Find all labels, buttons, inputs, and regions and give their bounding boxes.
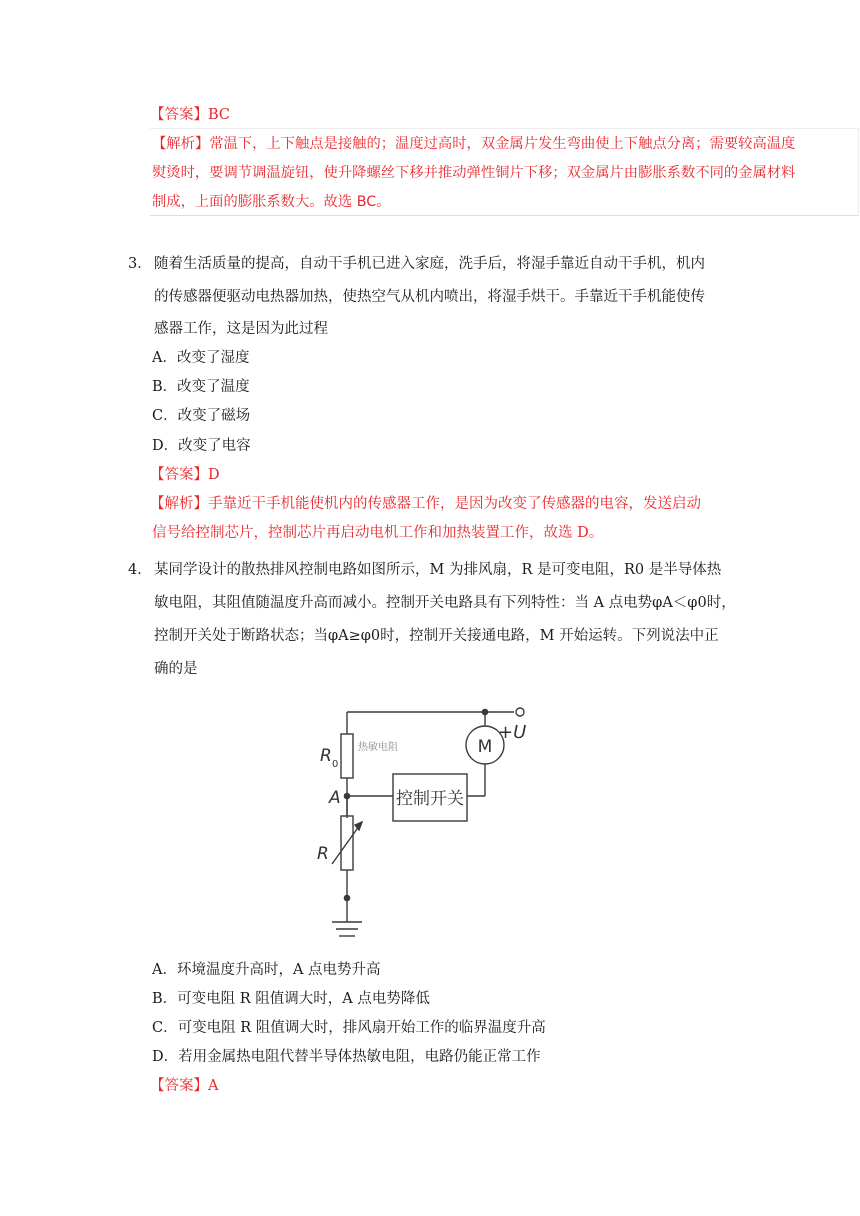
q2-analysis-label: 【解析】	[152, 136, 210, 152]
q3-option-a: A．改变了湿度	[152, 350, 250, 366]
q3-analysis-line-1	[150, 494, 701, 514]
q4-option-d: D．若用金属热电阻代替半导体热敏电阻，电路仍能正常工作	[152, 1049, 541, 1065]
q2-answer-label: 【答案】	[150, 107, 208, 123]
q3-analysis-line-2: 信号给控制芯片，控制芯片再启动电机工作和加热装置工作，故选 D。	[152, 525, 604, 541]
q2-answer-value: BC	[208, 107, 231, 123]
q4-option-c: C．可变电阻 R 阻值调大时，排风扇开始工作的临界温度升高	[152, 1020, 546, 1036]
q3-answer	[150, 465, 220, 485]
q4-answer	[150, 1076, 218, 1096]
q4-answer-value: A	[208, 1078, 219, 1094]
lower-junction	[344, 895, 349, 900]
q3-answer-value: D	[208, 467, 220, 483]
motor-label: M	[477, 737, 493, 757]
thermistor-note: 热敏电阻	[358, 742, 398, 753]
node-a-label: A	[329, 788, 341, 808]
q2-analysis-line-2: 熨烫时，要调节调温旋钮，使升降螺丝下移并推动弹性铜片下移；双金属片由膨胀系数不同的金属材料	[152, 165, 796, 181]
q4-stem-line-4: 确的是	[154, 661, 198, 677]
q4-stem-line-2: 敏电阻，其阻值随温度升高而减小。控制开关电路具有下列特性：当 A 点电势φA＜φ0时，	[154, 595, 736, 611]
q3-option-d: D．改变了电容	[152, 438, 251, 454]
q4-answer-label: 【答案】	[150, 1078, 208, 1094]
circuit-diagram	[310, 698, 550, 948]
thermistor-subscript: 0	[332, 759, 339, 770]
q3-analysis-text-1: 手靠近干手机能使机内的传感器工作，是因为改变了传感器的电容，发送启动	[208, 496, 701, 512]
q3-stem-line-1: 随着生活质量的提高，自动干手机已进入家庭，洗手后，将湿手靠近自动干手机，机内	[154, 256, 705, 272]
q3-stem-line-3: 感器工作，这是因为此过程	[154, 321, 328, 337]
q4-option-a: A．环境温度升高时，A 点电势升高	[152, 962, 381, 978]
q4-stem-line-1: 某同学设计的散热排风控制电路如图所示，M 为排风扇，R 是可变电阻，R0 是半导体热	[154, 562, 722, 578]
supply-terminal	[516, 708, 524, 716]
thermistor-r0	[341, 734, 353, 778]
q4-option-b: B．可变电阻 R 阻值调大时，A 点电势降低	[152, 991, 430, 1007]
thermistor-label: R	[320, 746, 332, 766]
q3-answer-label: 【答案】	[150, 467, 208, 483]
q2-analysis-line-3: 制成，上面的膨胀系数大。故选 BC。	[152, 194, 391, 210]
q3-option-c: C．改变了磁场	[152, 408, 251, 424]
control-switch-label: 控制开关	[396, 789, 464, 809]
supply-label: +U	[498, 722, 527, 743]
q3-option-b: B．改变了温度	[152, 379, 250, 395]
q3-analysis-label: 【解析】	[150, 496, 208, 512]
q4-stem-line-3: 控制开关处于断路状态；当φA≥φ0时，控制开关接通电路，M 开始运转。下列说法中正	[154, 628, 719, 644]
q2-analysis-line-1	[152, 134, 795, 154]
q2-answer	[150, 105, 230, 125]
q3-stem-line-2: 的传感器便驱动电热器加热，使热空气从机内喷出，将湿手烘干。手靠近干手机能使传	[154, 289, 705, 305]
q3-number: 3．	[128, 256, 152, 272]
variable-resistor-arrow-head	[355, 822, 362, 830]
variable-resistor-label: R	[317, 844, 329, 864]
q2-analysis-text-1: 常温下，上下触点是接触的；温度过高时，双金属片发生弯曲使上下触点分离；需要较高温度	[209, 136, 796, 152]
q4-number: 4．	[128, 562, 152, 578]
